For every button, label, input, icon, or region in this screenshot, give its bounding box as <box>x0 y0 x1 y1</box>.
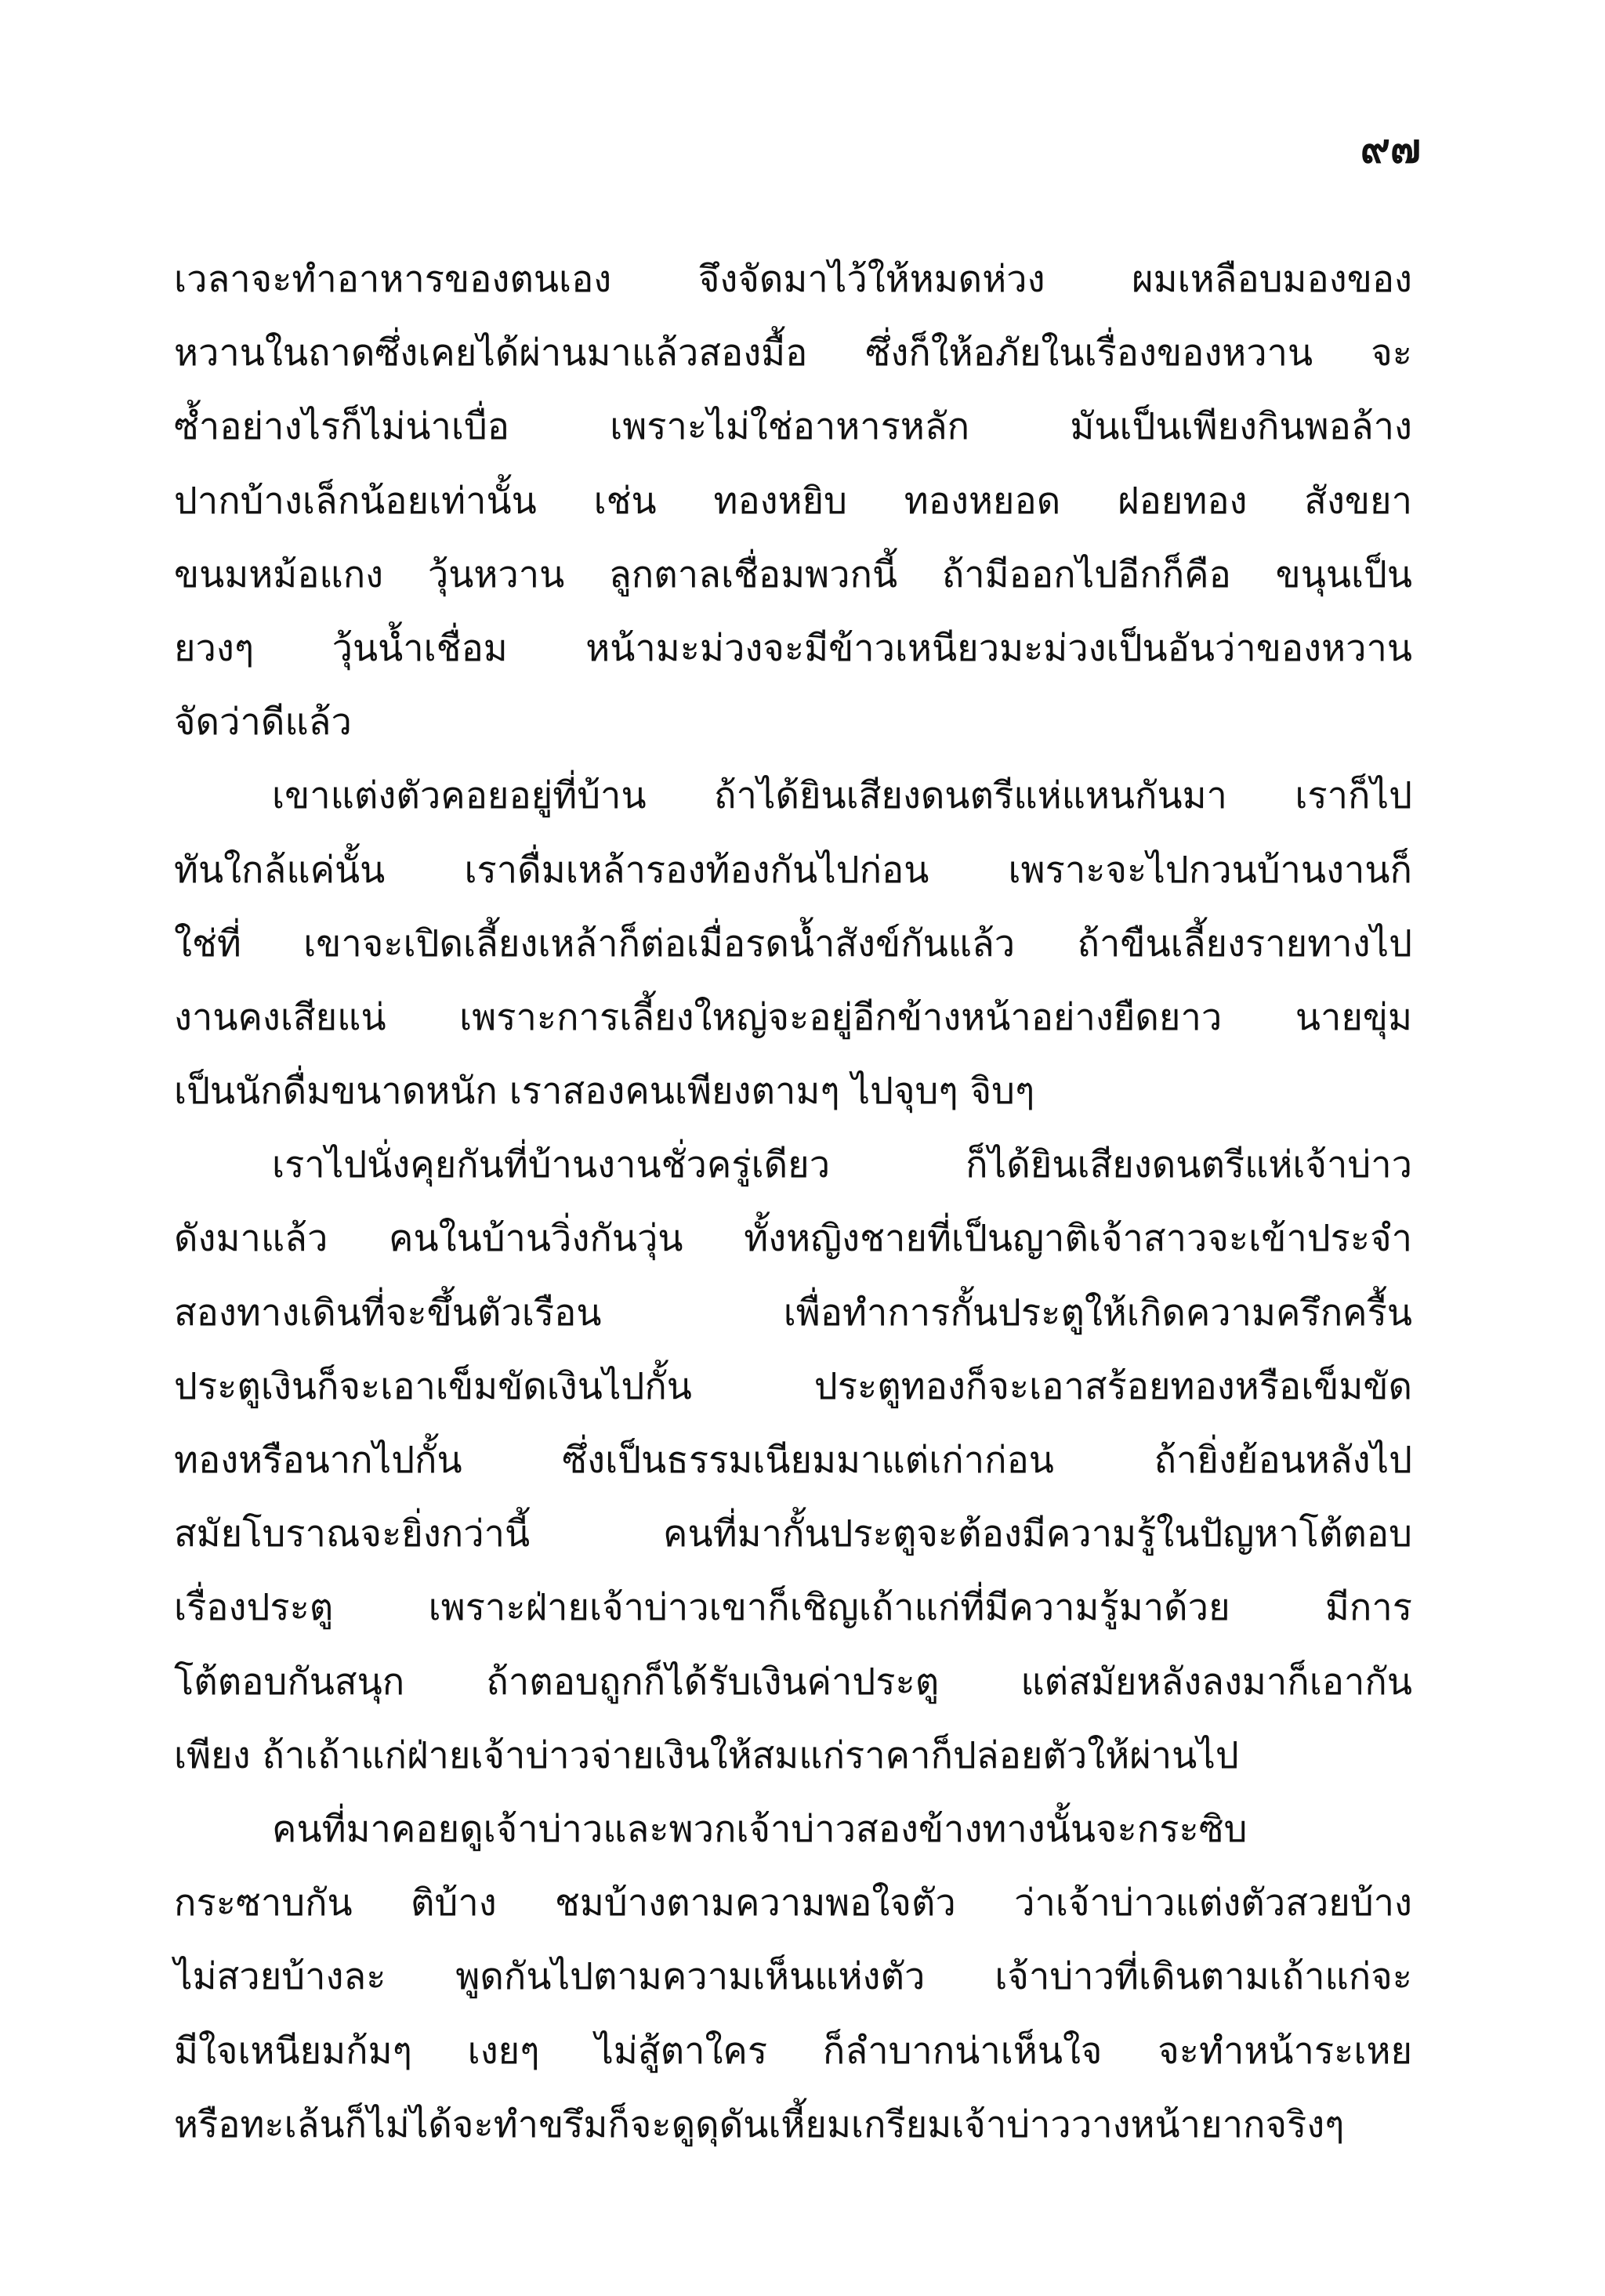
text-line: สองทางเดินที่จะขึ้นตัวเรือน เพื่อทำการกั้นประตูให้เกิดความครึกครื้น <box>174 1291 1412 1335</box>
text-line: เขาแต่งตัวคอยอยู่ที่บ้าน ถ้าได้ยินเสียงดนตรีแห่แหนกันมา เราก็ไป <box>272 774 1412 818</box>
text-line: เรื่องประตู เพราะฝ่ายเจ้าบ่าวเขาก็เชิญเถ้าแก่ที่มีความรู้มาด้วย มีการ <box>174 1586 1412 1630</box>
text-line: ประตูเงินก็จะเอาเข็มขัดเงินไปกั้น ประตูทองก็จะเอาสร้อยทองหรือเข็มขัด <box>174 1364 1412 1408</box>
text-line: เพียง ถ้าเถ้าแก่ฝ่ายเจ้าบ่าวจ่ายเงินให้สมแก่ราคาก็ปล่อยตัวให้ผ่านไป <box>174 1733 1239 1777</box>
text-line: ไม่สวยบ้างละ พูดกันไปตามความเห็นแห่งตัว เจ้าบ่าวที่เดินตามเถ้าแก่จะ <box>174 1955 1412 1999</box>
text-line: สมัยโบราณจะยิ่งกว่านี้ คนที่มากั้นประตูจะต้องมีความรู้ในปัญหาโต้ตอบ <box>174 1512 1412 1556</box>
text-line: เวลาจะทำอาหารของตนเอง จึงจัดมาไว้ให้หมดห่วง ผมเหลือบมองของ <box>174 258 1412 301</box>
text-line: หรือทะเล้นก็ไม่ได้จะทำขรึมก็จะดูดุดันเหี้ยมเกรียมเจ้าบ่าววางหน้ายากจริงๆ <box>174 2102 1345 2146</box>
text-line: คนที่มาคอยดูเจ้าบ่าวและพวกเจ้าบ่าวสองข้างทางนั้นจะกระซิบ <box>272 1807 1248 1851</box>
text-line: ทองหรือนากไปกั้น ซึ่งเป็นธรรมเนียมมาแต่เก่าก่อน ถ้ายิ่งย้อนหลังไป <box>174 1439 1412 1482</box>
text-line: ขนมหม้อแกง วุ้นหวาน ลูกตาลเชื่อมพวกนี้ ถ้ามีออกไปอีกก็คือ ขนุนเป็น <box>174 552 1412 596</box>
text-line: ยวงๆ วุ้นน้ำเชื่อม หน้ามะม่วงจะมีข้าวเหนียวมะม่วงเป็นอันว่าของหวาน <box>174 626 1412 670</box>
text-line: มีใจเหนียมก้มๆ เงยๆ ไม่สู้ตาใคร ก็ลำบากน่าเห็นใจ จะทำหน้าระเหย <box>174 2029 1412 2073</box>
body-text <box>174 243 1412 2162</box>
text-line: ใช่ที่ เขาจะเปิดเลี้ยงเหล้าก็ต่อเมื่อรดน้ำสังข์กันแล้ว ถ้าขืนเลี้ยงรายทางไป <box>174 922 1412 965</box>
text-line: ปากบ้างเล็กน้อยเท่านั้น เช่น ทองหยิบ ทองหยอด ฝอยทอง สังขยา <box>174 479 1412 523</box>
text-line: งานคงเสียแน่ เพราะการเลี้ยงใหญ่จะอยู่อีกข้างหน้าอย่างยืดยาว นายขุ่ม <box>174 995 1412 1039</box>
text-line: เราไปนั่งคุยกันที่บ้านงานชั่วครู่เดียว ก็ได้ยินเสียงดนตรีแห่เจ้าบ่าว <box>272 1143 1412 1187</box>
page-number: ๙๗ <box>1360 125 1421 172</box>
text-line: กระซาบกัน ติบ้าง ชมบ้างตามความพอใจตัว ว่าเจ้าบ่าวแต่งตัวสวยบ้าง <box>174 1881 1412 1925</box>
text-line: หวานในถาดซึ่งเคยได้ผ่านมาแล้วสองมื้อ ซึ่งก็ให้อภัยในเรื่องของหวาน จะ <box>174 331 1412 375</box>
text-line: ดังมาแล้ว คนในบ้านวิ่งกันวุ่น ทั้งหญิงชายที่เป็นญาติเจ้าสาวจะเข้าประจำ <box>174 1217 1412 1261</box>
text-line: เป็นนักดื่มขนาดหนัก เราสองคนเพียงตามๆ ไปจุบๆ จิบๆ <box>174 1070 1035 1114</box>
text-line: ทันใกล้แค่นั้น เราดื่มเหล้ารองท้องกันไปก่อน เพราะจะไปกวนบ้านงานก็ <box>174 848 1412 892</box>
text-line: โต้ตอบกันสนุก ถ้าตอบถูกก็ได้รับเงินค่าประตู แต่สมัยหลังลงมาก็เอากัน <box>174 1660 1412 1704</box>
text-line: ซ้ำอย่างไรก็ไม่น่าเบื่อ เพราะไม่ใช่อาหารหลัก มันเป็นเพียงกินพอล้าง <box>174 405 1412 449</box>
text-line: จัดว่าดีแล้ว <box>174 701 352 744</box>
